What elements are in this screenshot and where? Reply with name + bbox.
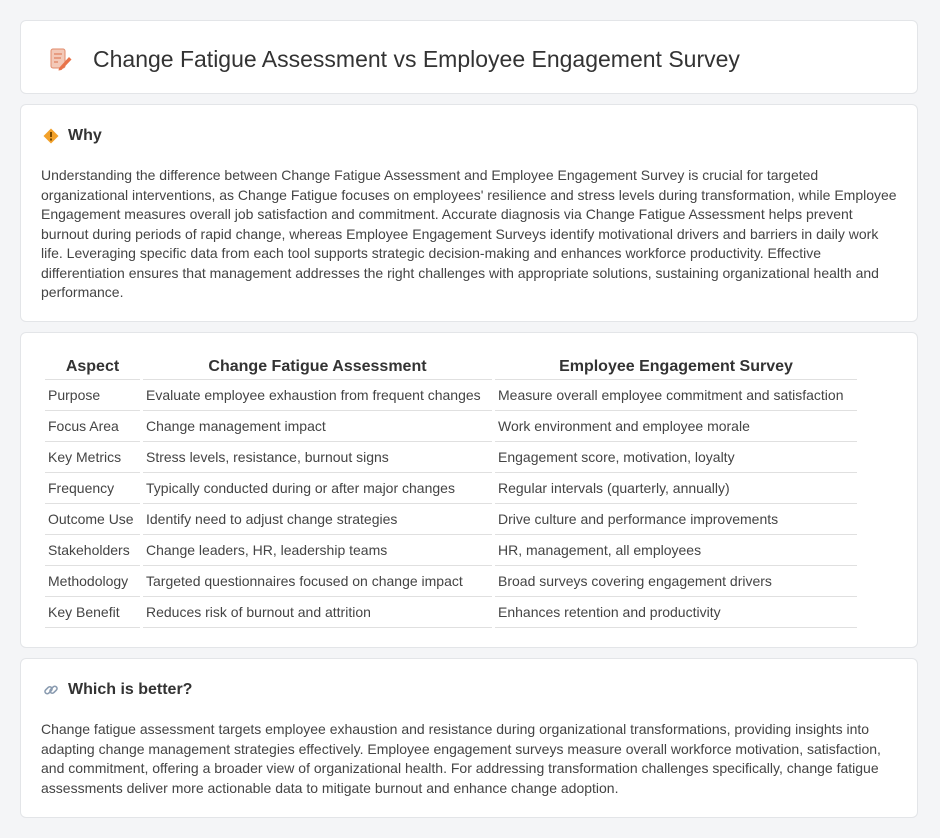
title-row	[47, 45, 740, 73]
row-change-fatigue: Reduces risk of burnout and attrition	[143, 597, 492, 628]
row-engagement-survey: Regular intervals (quarterly, annually)	[495, 473, 857, 504]
comparison-card	[20, 332, 918, 648]
table-row	[45, 504, 857, 535]
row-engagement-survey: Broad surveys covering engagement drivers	[495, 566, 857, 597]
diamond-warning-icon	[43, 128, 59, 144]
row-change-fatigue: Change leaders, HR, leadership teams	[143, 535, 492, 566]
row-engagement-survey: Work environment and employee morale	[495, 411, 857, 442]
why-text: Understanding the difference between Change Fatigue Assessment and Employee Engagement Survey is crucial for targeted organizational interventions, as Change Fatigue focuses on employees' resilience and stress levels during transformation, while Employee Engagement measures overall job satisfaction and commitment. Accurate diagnosis via Change Fatigue Assessment helps prevent burnout during periods of rapid change, whereas Employee Engagement Surveys identify motivational drivers and barriers in daily work life. Leveraging specific data from each tool supports strategic decision-making and enhances workforce productivity. Effective differentiation ensures that management addresses the right challenges with appropriate solutions, sustaining organizational health and performance.	[41, 167, 897, 300]
row-aspect: Key Benefit	[45, 597, 140, 628]
row-aspect: Purpose	[45, 380, 140, 411]
row-change-fatigue: Typically conducted during or after major changes	[143, 473, 492, 504]
row-engagement-survey: Measure overall employee commitment and satisfaction	[495, 380, 857, 411]
header-change-fatigue: Change Fatigue Assessment	[143, 355, 492, 380]
why-title: Why	[68, 127, 102, 144]
row-aspect: Focus Area	[45, 411, 140, 442]
table-row	[45, 566, 857, 597]
better-title: Which is better?	[68, 681, 193, 698]
why-card	[20, 104, 918, 322]
header-engagement-survey: Employee Engagement Survey	[495, 355, 857, 380]
table-row	[45, 535, 857, 566]
row-change-fatigue: Identify need to adjust change strategies	[143, 504, 492, 535]
link-icon	[43, 682, 59, 698]
row-engagement-survey: Engagement score, motivation, loyalty	[495, 442, 857, 473]
row-change-fatigue: Targeted questionnaires focused on change impact	[143, 566, 492, 597]
table-row	[45, 473, 857, 504]
row-engagement-survey: HR, management, all employees	[495, 535, 857, 566]
table-row	[45, 380, 857, 411]
table-row	[45, 442, 857, 473]
row-aspect: Methodology	[45, 566, 140, 597]
why-heading	[43, 127, 102, 145]
header-aspect: Aspect	[45, 355, 140, 380]
which-is-better-card	[20, 658, 918, 818]
table-row	[45, 597, 857, 628]
header-card	[20, 20, 918, 94]
row-engagement-survey: Enhances retention and productivity	[495, 597, 857, 628]
row-change-fatigue: Evaluate employee exhaustion from frequent changes	[143, 380, 492, 411]
document-pencil-icon	[47, 46, 73, 72]
better-text: Change fatigue assessment targets employee exhaustion and resistance during organizational transformations, providing insights into adapting change management strategies effectively. Employee engagement surveys measure overall workforce motivation, satisfaction, and commitment, offering a broader view of organizational health. For addressing transformation challenges specifically, change fatigue assessments deliver more actionable data to mitigate burnout and enhance change adoption.	[41, 721, 881, 796]
row-aspect: Stakeholders	[45, 535, 140, 566]
row-change-fatigue: Change management impact	[143, 411, 492, 442]
row-engagement-survey: Drive culture and performance improvements	[495, 504, 857, 535]
page-title: Change Fatigue Assessment vs Employee Engagement Survey	[93, 46, 740, 72]
row-aspect: Frequency	[45, 473, 140, 504]
row-aspect: Key Metrics	[45, 442, 140, 473]
row-change-fatigue: Stress levels, resistance, burnout signs	[143, 442, 492, 473]
better-heading	[43, 681, 192, 699]
comparison-table	[42, 355, 860, 628]
table-header-row	[45, 355, 857, 380]
row-aspect: Outcome Use	[45, 504, 140, 535]
table-row	[45, 411, 857, 442]
